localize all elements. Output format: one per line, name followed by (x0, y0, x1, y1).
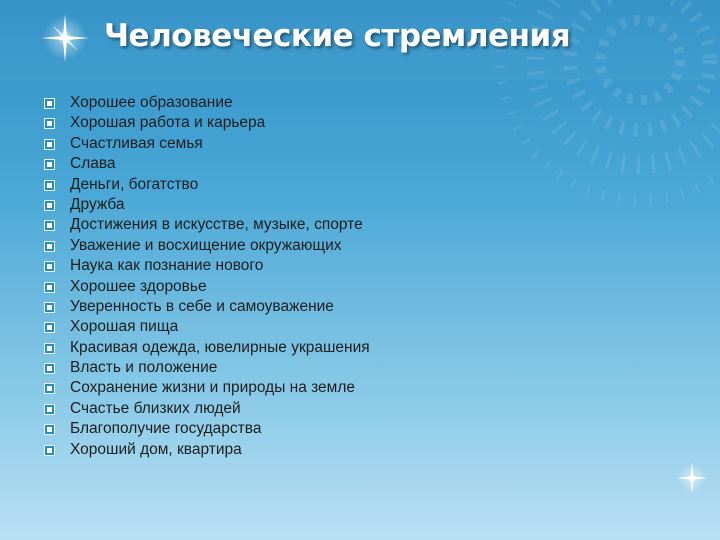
square-bullet-icon (45, 283, 54, 292)
list-item (40, 297, 370, 317)
list-item (40, 378, 370, 398)
list-item-text: Слава (70, 155, 116, 173)
square-bullet-icon (45, 140, 54, 149)
list-item-text: Хорошая пища (70, 318, 179, 336)
square-bullet-icon (45, 181, 54, 190)
list-item (40, 236, 370, 256)
square-bullet-icon (45, 242, 54, 251)
list-item-text: Хорошее здоровье (70, 277, 207, 295)
square-bullet-icon (45, 344, 54, 353)
list-item (40, 399, 370, 419)
list-item (40, 338, 370, 358)
list-item-text: Красивая одежда, ювелирные украшения (70, 338, 370, 356)
list-item (40, 440, 370, 460)
bullet-list (40, 93, 370, 460)
square-bullet-icon (45, 201, 54, 210)
square-bullet-icon (45, 303, 54, 312)
square-bullet-icon (45, 119, 54, 128)
list-item (40, 134, 370, 154)
list-item (40, 419, 370, 439)
square-bullet-icon (45, 405, 54, 414)
square-bullet-icon (45, 160, 54, 169)
list-item (40, 277, 370, 297)
list-item-text: Дружба (70, 195, 125, 213)
list-item-text: Деньги, богатство (70, 175, 199, 193)
list-item (40, 215, 370, 235)
list-item (40, 113, 370, 133)
list-item (40, 93, 370, 113)
list-item-text: Хорошее образование (70, 94, 233, 111)
square-bullet-icon (45, 323, 54, 332)
slide-title: Человеческие стремления (104, 18, 571, 54)
list-item-text: Уверенность в себе и самоуважение (70, 297, 334, 315)
list-item-text: Счастливая семья (70, 134, 203, 152)
square-bullet-icon (45, 99, 54, 108)
list-item (40, 256, 370, 276)
list-item (40, 175, 370, 195)
list-item (40, 358, 370, 378)
square-bullet-icon (45, 384, 54, 393)
list-item-text: Наука как познание нового (70, 257, 264, 275)
list-item-text: Власть и положение (70, 359, 218, 377)
list-item-text: Уважение и восхищение окружающих (70, 236, 342, 254)
list-item (40, 195, 370, 215)
list-item-text: Сохранение жизни и природы на земле (70, 379, 356, 397)
list-item (40, 154, 370, 174)
list-item-text: Достижения в искусстве, музыке, спорте (70, 216, 363, 234)
list-item (40, 317, 370, 337)
sparkle-icon (676, 462, 708, 494)
list-item-text: Хороший дом, квартира (70, 440, 242, 458)
square-bullet-icon (45, 425, 54, 434)
list-item-text: Счастье близких людей (70, 399, 241, 417)
square-bullet-icon (45, 221, 54, 230)
list-item-text: Хорошая работа и карьера (70, 114, 266, 132)
square-bullet-icon (45, 262, 54, 271)
list-item-text: Благополучие государства (70, 420, 262, 438)
square-bullet-icon (45, 446, 54, 455)
square-bullet-icon (45, 364, 54, 373)
